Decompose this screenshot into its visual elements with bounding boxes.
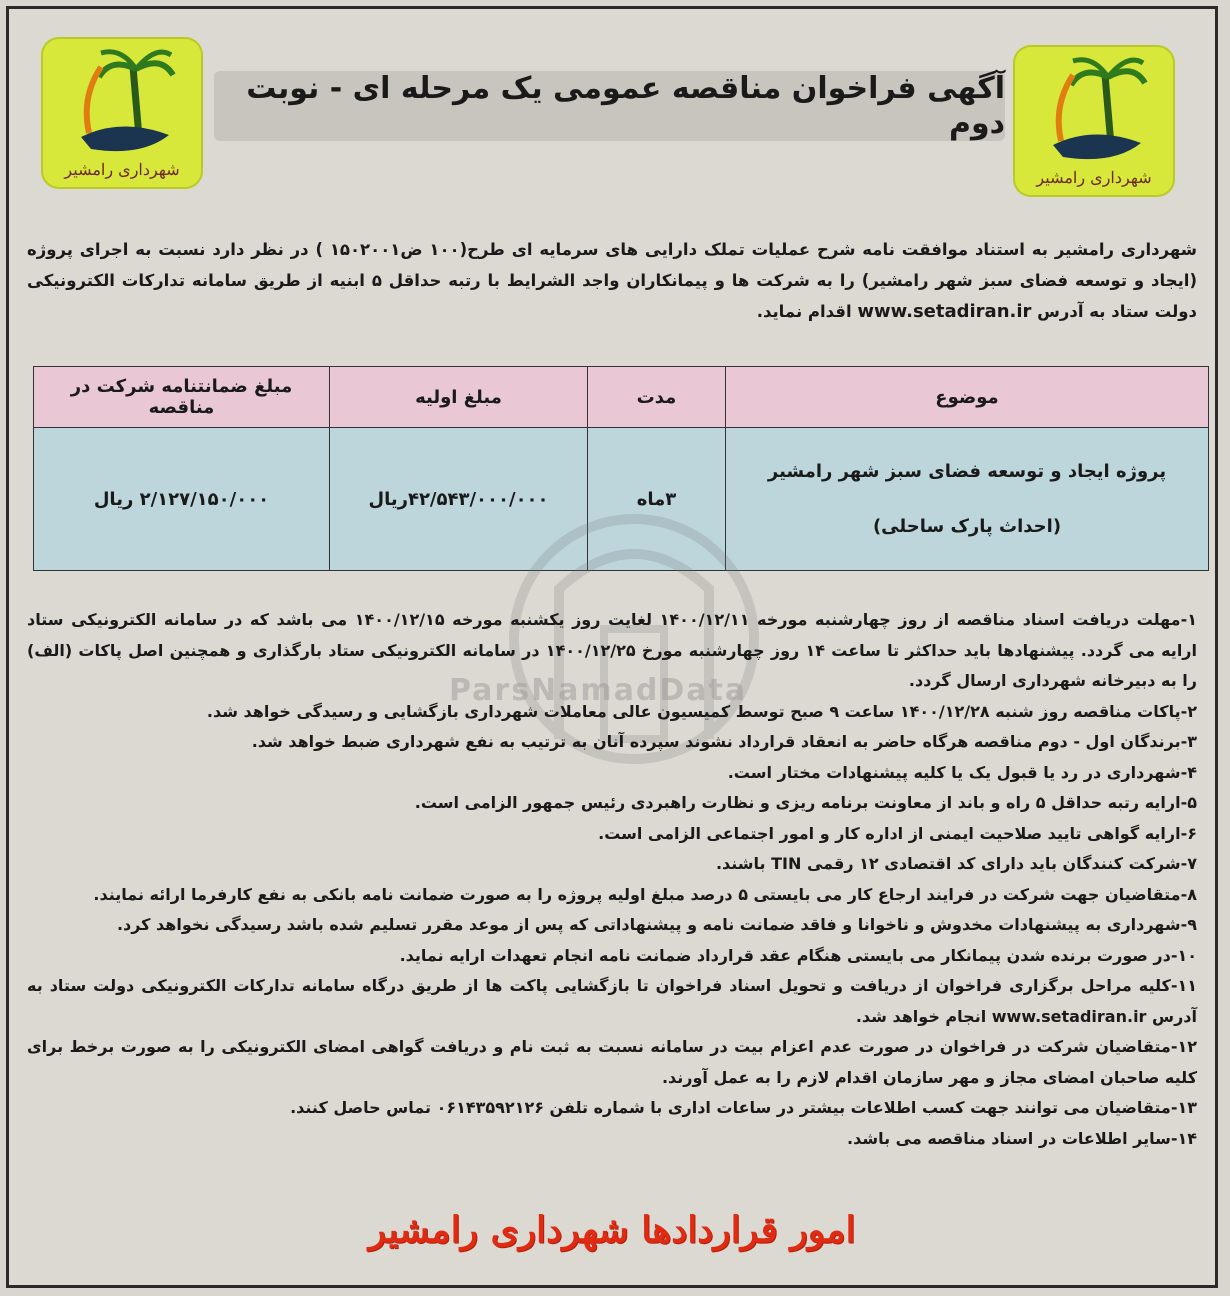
header-initial-amount: مبلغ اولیه: [330, 367, 588, 428]
header-guarantee: مبلغ ضمانتنامه شرکت در مناقصه: [34, 367, 330, 428]
title-banner: [214, 71, 1005, 141]
cell-subject: [726, 428, 1209, 571]
condition-item: ۶-ارایه گواهی تایید صلاحیت ایمنی از اداره کار و امور اجتماعی الزامی است.: [598, 823, 1197, 843]
cell-duration: ۳ماه: [588, 428, 726, 571]
condition-item: ۱-مهلت دریافت اسناد مناقصه از روز چهارشنبه مورخه ۱۴۰۰/۱۲/۱۱ لغایت روز یکشنبه مورخه ۱۴۰۰/۱۲/۱۵ می باشد که در سامانه الکترونیکی ستاد ارایه می گردد. پیشنهادها باید حداکثر تا ساعت ۱۴ روز چهارشنبه مورخ ۱۴۰۰/۱۲/۲۵ در سامانه الکترونیکی ستاد بارگذاری و همچنین اصل پاکات (الف) را به دبیرخانه شهرداری ارسال گردد.: [27, 610, 1197, 690]
intro-tail: اقدام نماید.: [756, 302, 852, 321]
logo-caption: شهرداری رامشیر: [1036, 168, 1152, 187]
condition-item: ۱۰-در صورت برنده شدن پیمانکار می بایستی هنگام عقد قرارداد ضمانت نامه انجام تعهدات ارایه نماید.: [399, 945, 1197, 965]
header-subject: موضوع: [726, 367, 1209, 428]
condition-item: ۳-برندگان اول - دوم مناقصه هرگاه حاضر به انعقاد قرارداد نشوند سپرده آنان به ترتیب به نفع شهرداری ضبط خواهد شد.: [251, 732, 1197, 751]
subject-line-2: (احداث پارک ساحلی): [872, 516, 1062, 537]
table-row: [34, 428, 1209, 571]
condition-item: ۱۴-سایر اطلاعات در اسناد مناقصه می باشد.: [847, 1128, 1197, 1148]
condition-item: ۲-پاکات مناقصه روز شنبه ۱۴۰۰/۱۲/۲۸ ساعت ۹ صبح توسط کمیسیون عالی معاملات شهرداری بازگشایی و رسیدگی خواهد شد.: [206, 701, 1197, 721]
condition-item: ۸-متقاضیان جهت شرکت در فرایند ارجاع کار می بایستی ۵ درصد مبلغ اولیه پروژه را به صورت ضمانت نامه بانکی به نفع کارفرما ارائه نمایند.: [93, 884, 1197, 904]
conditions-list: [27, 605, 1197, 1154]
intro-text: شهرداری رامشیر به استناد موافقت نامه شرح عملیات تملک دارایی های سرمایه ای طرح(۱۰۰ ض۱۵۰۲۰۰۱ ) در نظر دارد نسبت به اجرای پروژه (ایجاد و توسعه فضای سبز شهر رامشیر) را به شرکت ها و پیمانکاران واجد الشرایط با رتبه حداقل ۵ ابنیه از طریق سامانه تدارکات الکترونیکی دولت ستاد به آدرس: [27, 240, 1197, 321]
condition-item: ۱۲-متقاضیان شرکت در فراخوان در صورت عدم اعزام بیت در سامانه نسبت به ثبت نام و دریافت گواهی امضای الکترونیکی را به صورت برخط برای کلیه صاحبان امضای مجاز و مهر سازمان اقدام لازم را به عمل آورند.: [27, 1037, 1197, 1087]
watermark-text: ParsNamadData: [449, 673, 748, 708]
subject-line-1: پروژه ایجاد و توسعه فضای سبز شهر رامشیر: [767, 461, 1167, 482]
tender-notice: [6, 6, 1218, 1288]
municipality-logo-left: [41, 37, 203, 189]
condition-item: ۱۱-کلیه مراحل برگزاری فراخوان از دریافت و تحویل اسناد فراخوان تا بازگشایی پاکت ها از طریق درگاه سامانه تدارکات الکترونیکی دولت ستاد به آدرس www.setadiran.ir انجام خواهد شد.: [27, 976, 1197, 1026]
municipality-logo-right: [1013, 45, 1175, 197]
table-header-row: [34, 367, 1209, 428]
condition-item: ۷-شرکت کنندگان باید دارای کد اقتصادی ۱۲ رقمی TIN باشند.: [715, 854, 1197, 873]
tender-table: [33, 366, 1209, 571]
cell-guarantee: ۲/۱۲۷/۱۵۰/۰۰۰ ریال: [34, 428, 330, 571]
cell-initial-amount: ۴۲/۵۴۳/۰۰۰/۰۰۰ریال: [330, 428, 588, 571]
footer-signature: امور قراردادها شهرداری رامشیر: [368, 1209, 856, 1251]
condition-item: ۹-شهرداری به پیشنهادات مخدوش و ناخوانا و فاقد ضمانت نامه و پیشنهاداتی که پس از موعد مقرر تسلیم شده باشد رسیدگی نخواهد کرد.: [116, 915, 1197, 934]
condition-item: ۴-شهرداری در رد یا قبول یک یا کلیه پیشنهادات مختار است.: [727, 762, 1197, 782]
condition-item: ۱۳-متقاضیان می توانند جهت کسب اطلاعات بیشتر در ساعات اداری با شماره تلفن ۰۶۱۴۳۵۹۲۱۲۶ تماس حاصل کنند.: [290, 1098, 1197, 1117]
condition-item: ۵-ارایه رتبه حداقل ۵ راه و باند از معاونت برنامه ریزی و نظارت راهبردی رئیس جمهور الزامی است.: [414, 793, 1197, 812]
logo-caption: شهرداری رامشیر: [64, 160, 180, 179]
header-duration: مدت: [588, 367, 726, 428]
intro-paragraph: [27, 234, 1197, 327]
setad-link[interactable]: www.setadiran.ir: [857, 301, 1032, 322]
page-title: آگهی فراخوان مناقصه عمومی یک مرحله ای - نوبت دوم: [246, 71, 1005, 141]
